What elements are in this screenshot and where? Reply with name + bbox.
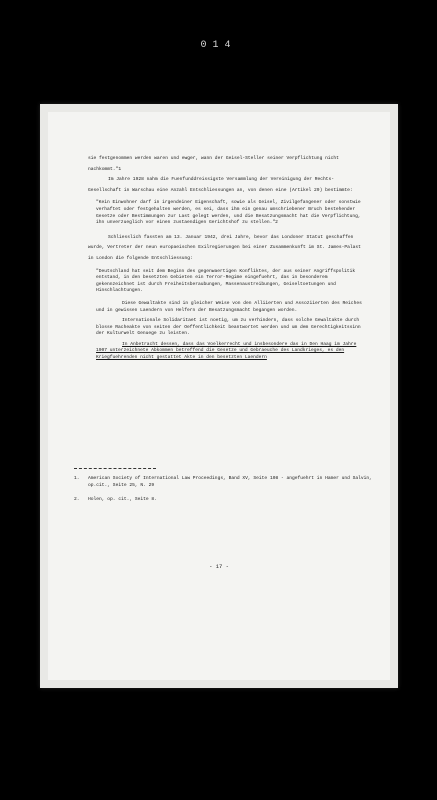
paragraph: sie festgenommen werden waren und ewger, wann der Geisel-Steller seiner Verpflichtung nicht nachkommt."1 xyxy=(88,156,339,172)
footnote-separator xyxy=(74,468,156,469)
footnote xyxy=(74,497,374,504)
footnote-text: American Society of International Law Proceedings, Band XV, Seite 108 - angefuehrt in Hamer und Salvin, op.cit., Seite 25, N. 29 xyxy=(88,476,372,488)
paragraph: Schliesslich fassten am 13. Januar 1942, drei Jahre, bevor das Londoner Statut geschaffen wurde, Vertreter der neun europaeischen Exilregierungen bei einer Zusammenkunft im St. James-Palast in London die folgende Entschliessung: xyxy=(88,234,361,261)
footnote-number: 1. xyxy=(74,476,80,481)
block-quote: Internationale Solidaritaet ist noetig, um zu verhindern, dass solche Gewaltakte durch blosse Racheakte von seiten der Oeffentlichkeit beantwortet werden und um dem Gerechtigkeitssinn der Kulturwelt Genuege zu leisten. xyxy=(96,318,361,337)
footnote-number: 2. xyxy=(74,497,80,503)
block-quote: Diese Gewaltakte sind in gleicher Weise von den Alliierten und Assoziierten des Reiches und in gewissen Laendern von Helfern der Besatzungsmacht begangen worden. xyxy=(96,300,362,313)
page-number: - 17 - xyxy=(209,563,229,570)
block-quote: "Deutschland hat seit dem Beginn des gegenwaertigen Konfliktes, der aus seiner Angriffspolitik entstand, in den besetzten Gebieten ein Terror-Regime eingefuehrt, das in besonderem gekennzeichnet ist durch Freiheitsberaubungen, Massenaustreibungen, Geiseltoetungen und Hinschlachtungen. xyxy=(96,268,356,294)
footnote-text: Holen, op. cit., Seite 8. xyxy=(88,497,157,503)
document-page xyxy=(48,112,390,680)
frame-number: 014 xyxy=(200,40,237,51)
block-quote-underlined: In Anbetracht dessen, dass das Voelkerrecht und insbesondere das in Den Haag im Jahre 1907 unterzeichnete Abkommen betreffend die Gesetze und Gebraeuche des Landkrieges, es den Kriegfuehrenden nicht gestattet Akte in den besetzten Laendern xyxy=(96,341,357,361)
block-quote: "Kein Einwohner darf in irgendeiner Eigenschaft, sowie als Geisel, Zivilgefangener oder sonstwie verhaftet oder festgehalten werden, es sei, dass ihm ein genau umschriebener Bruch bestehender Gesetze oder Bestimmungen zur Last gelegt werden, und die Besatzungsmacht hat die Verpflichtung, ihn unverzueglich vor einen zustaendigen Gerichtshof zu stellen."2 xyxy=(96,200,361,226)
footnotes xyxy=(74,476,374,512)
footnote xyxy=(74,476,374,489)
document-body xyxy=(88,154,364,362)
paragraph: Im Jahre 1928 nahm die Fuenfunddreissigste Versammlung der Vereinigung der Rechts-Gesellschaft in Warschau eine Anzahl Entschliessungen an, von denen eine (Artikel 29) bestimmte: xyxy=(88,177,353,193)
